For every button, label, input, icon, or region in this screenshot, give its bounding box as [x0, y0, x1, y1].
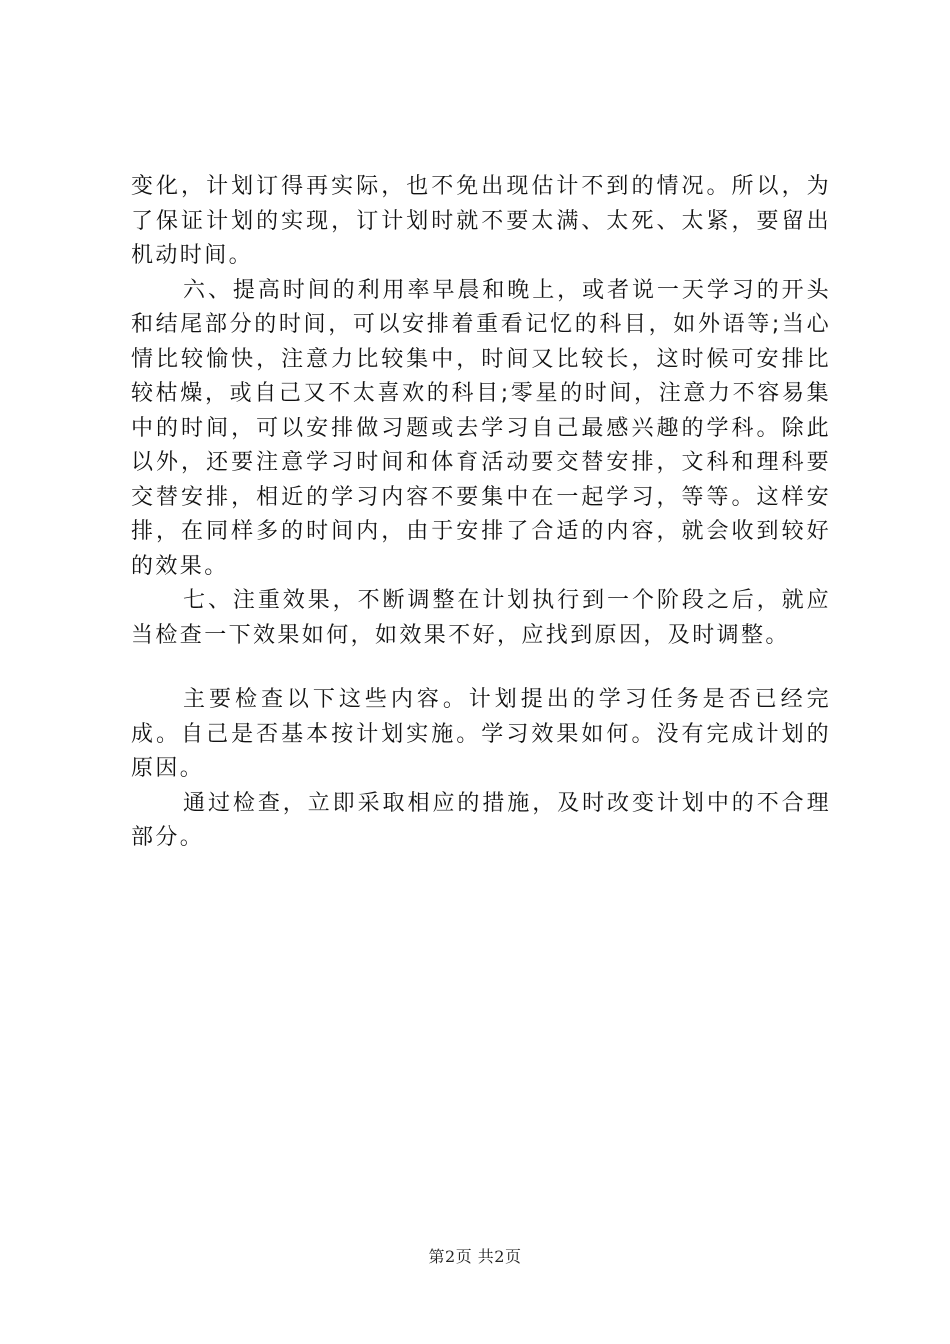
- page-number-footer: 第2页 共2页: [428, 1247, 522, 1266]
- paragraph-seven-focus-on-results: 七、注重效果，不断调整在计划执行到一个阶段之后，就应当检查一下效果如何，如效果不好，应找到原因，及时调整。: [131, 588, 831, 648]
- paragraph-six-time-utilization: 六、提高时间的利用率早晨和晚上，或者说一天学习的开头和结尾部分的时间，可以安排着重看记忆的科目，如外语等;当心情比较愉快，注意力比较集中，时间又比较长，这时候可安排比较枯燥，或自己又不太喜欢的科目;零星的时间，注意力不容易集中的时间，可以安排做习题或去学习自己最感兴趣的学科。除此以外，还要注意学习时间和体育活动要交替安排，文科和理科要交替安排，相近的学习内容不要集中在一起学习，等等。这样安排，在同样多的时间内，由于安排了合适的内容，就会收到较好的效果。: [131, 277, 831, 579]
- paragraph-take-measures: 通过检查，立即采取相应的措施，及时改变计划中的不合理部分。: [131, 790, 831, 850]
- document-body: [131, 170, 831, 856]
- paragraph-continuation: 变化，计划订得再实际，也不免出现估计不到的情况。所以，为了保证计划的实现，订计划时就不要太满、太死、太紧，要留出机动时间。: [131, 174, 831, 268]
- paragraph-check-contents: 主要检查以下这些内容。计划提出的学习任务是否已经完成。自己是否基本按计划实施。学习效果如何。没有完成计划的原因。: [131, 687, 831, 781]
